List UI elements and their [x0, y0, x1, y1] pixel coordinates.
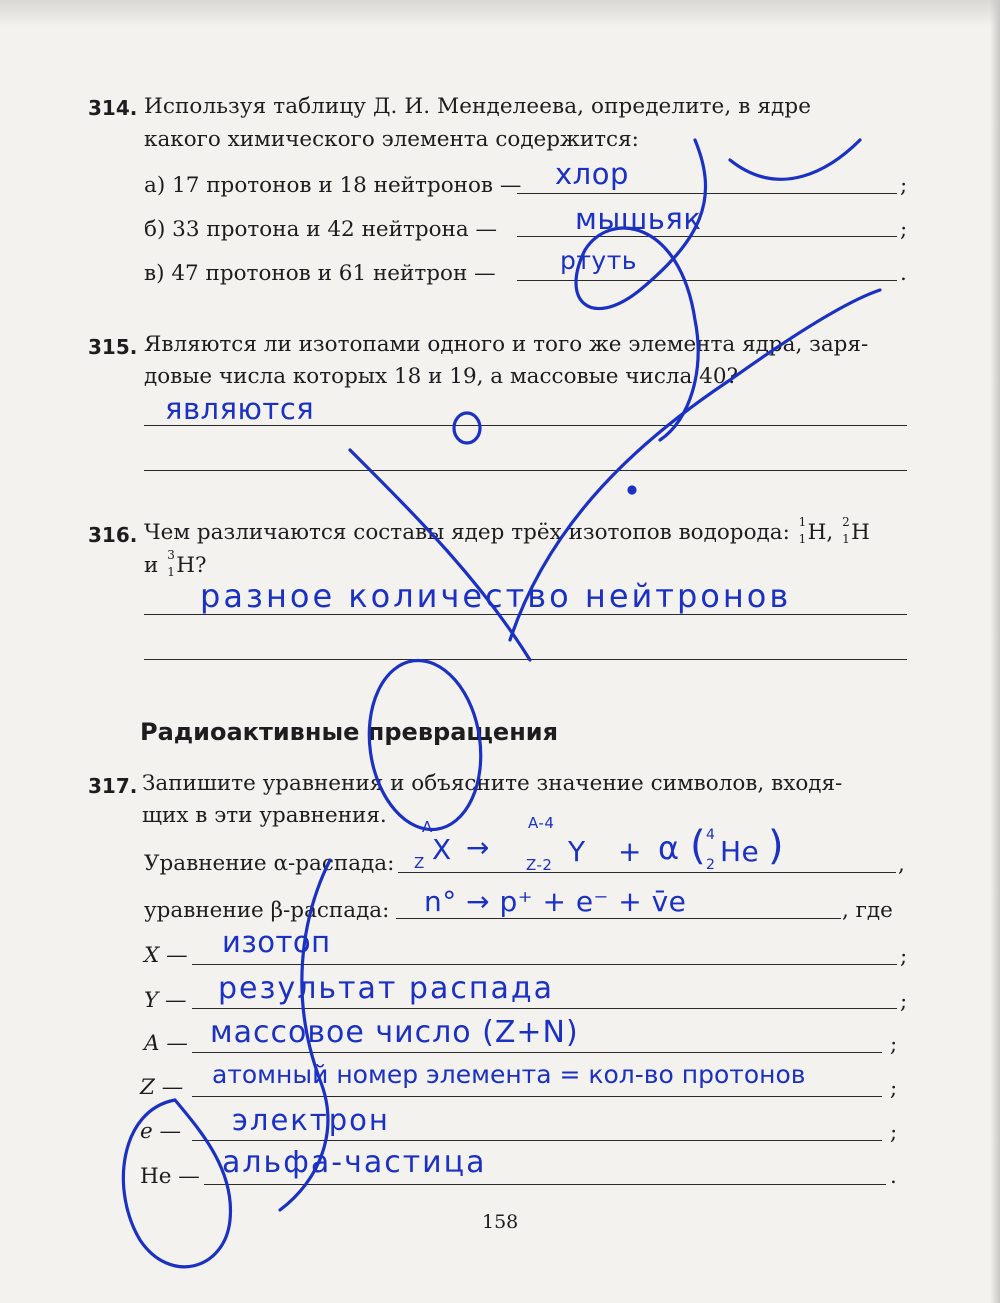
- pen-diagonal-stroke: [350, 450, 530, 660]
- protium-mass: 1: [798, 515, 807, 529]
- tritium-symbol: H: [176, 553, 195, 578]
- answer-He-handwriting: альфа-частица: [222, 1145, 487, 1180]
- task-314-item-a-end: ;: [900, 173, 908, 198]
- task-314-number: 314.: [88, 96, 138, 120]
- task-317-text-line2: щих в эти уравнения.: [142, 803, 387, 828]
- deuterium-symbol: H: [851, 520, 870, 545]
- answer-314a-handwriting: хлор: [555, 157, 629, 191]
- task-314-item-c: в) 47 протонов и 61 нейтрон —: [144, 261, 496, 286]
- eq-he: He: [720, 835, 760, 868]
- eq-daughter-Y: Y: [568, 835, 586, 868]
- section-heading: Радиоактивные превращения: [140, 718, 559, 746]
- question-mark: ?: [194, 553, 207, 578]
- symbol-X-end: ;: [900, 944, 908, 969]
- symbol-Z-label: Z —: [140, 1075, 184, 1100]
- tritium-mass: 3: [167, 548, 175, 562]
- task-317-number: 317.: [88, 774, 138, 798]
- protium-symbol: H: [807, 520, 827, 545]
- page-number: 158: [482, 1211, 519, 1233]
- pen-check-mark: [576, 140, 860, 440]
- deuterium-mass: 2: [842, 515, 850, 529]
- symbol-A-label: A —: [144, 1031, 188, 1056]
- answer-316-handwriting: разное количество нейтронов: [200, 577, 792, 615]
- answer-315-handwriting: являются: [165, 392, 315, 426]
- answer-A-handwriting: массовое число (Z+N): [210, 1015, 579, 1050]
- beta-decay-label: уравнение β-распада:: [144, 898, 390, 923]
- eq-plus: +: [618, 835, 642, 868]
- answer-314c-handwriting: ртуть: [560, 246, 638, 275]
- eq-parent-X: X: [432, 833, 452, 866]
- pen-loop-bottom-left: [123, 1100, 230, 1267]
- symbol-A-end: ;: [890, 1032, 898, 1057]
- eq-charge-Z-2: Z-2: [526, 856, 553, 874]
- answer-Y-handwriting: результат распада: [218, 971, 554, 1006]
- symbol-He-label: He —: [140, 1164, 200, 1189]
- task-317-text-line1: Запишите уравнения и объясните значение символов, входя-: [142, 771, 843, 796]
- alpha-decay-label: Уравнение α-распада:: [144, 851, 395, 876]
- beta-decay-equation: n° → p⁺ + e⁻ + v̄e: [424, 885, 687, 918]
- answer-314b-handwriting: мышьяк: [575, 202, 702, 236]
- task-315-number: 315.: [88, 335, 138, 359]
- symbol-He-end: .: [890, 1164, 897, 1189]
- eq-alpha: α: [658, 829, 680, 867]
- answer-e-handwriting: электрон: [232, 1103, 390, 1137]
- task-314-item-b-end: ;: [900, 217, 908, 242]
- task-314-text-line2: какого химического элемента содержится:: [144, 127, 639, 152]
- pen-stroke-long: [510, 290, 880, 640]
- task-314-item-a: а) 17 протонов и 18 нейтронов —: [144, 173, 522, 198]
- symbol-Y-end: ;: [900, 989, 908, 1014]
- symbol-Y-label: Y —: [144, 988, 187, 1013]
- eq-paren-open: (: [690, 823, 707, 869]
- eq-he-charge: 2: [706, 857, 716, 873]
- pen-large-circle: [359, 653, 492, 837]
- task-314-item-b: б) 33 протона и 42 нейтрона —: [144, 217, 498, 242]
- isotope-separator: ,: [826, 520, 834, 545]
- symbol-e-end: ;: [890, 1120, 898, 1145]
- eq-he-mass: 4: [706, 827, 716, 843]
- tritium-charge: 1: [167, 565, 175, 579]
- beta-decay-end: , где: [842, 898, 893, 923]
- task-315-text-line2: довые числа которых 18 и 19, а массовые числа 40?: [144, 364, 739, 389]
- eq-mass-A-4: A-4: [528, 814, 555, 832]
- task-316-number: 316.: [88, 523, 138, 547]
- deuterium-charge: 1: [842, 532, 850, 546]
- eq-charge-Z: Z: [414, 854, 425, 872]
- pen-curve-lower: [280, 860, 330, 1210]
- pen-dot: [629, 487, 635, 493]
- answer-Z-handwriting: атомный номер элемента = кол-во протонов: [212, 1060, 806, 1089]
- eq-paren-close: ): [768, 823, 785, 869]
- task-315-text-line1: Являются ли изотопами одного и того же элемента ядра, заря-: [144, 332, 869, 357]
- alpha-decay-end: ,: [898, 852, 905, 877]
- protium-charge: 1: [798, 532, 807, 546]
- symbol-X-label: X —: [144, 943, 188, 968]
- symbol-Z-end: ;: [890, 1076, 898, 1101]
- task-316-text-line1: Чем различаются составы ядер трёх изотопов водорода:: [144, 520, 790, 545]
- symbol-e-label: e —: [140, 1119, 182, 1144]
- eq-mass-A: A: [422, 818, 433, 836]
- answer-X-handwriting: изотоп: [222, 925, 331, 959]
- task-314-item-c-end: .: [900, 261, 907, 286]
- pen-small-circle: [454, 413, 480, 443]
- conjunction: и: [144, 553, 159, 578]
- eq-arrow: →: [466, 831, 490, 864]
- task-314-text-line1: Используя таблицу Д. И. Менделеева, определите, в ядре: [144, 94, 812, 119]
